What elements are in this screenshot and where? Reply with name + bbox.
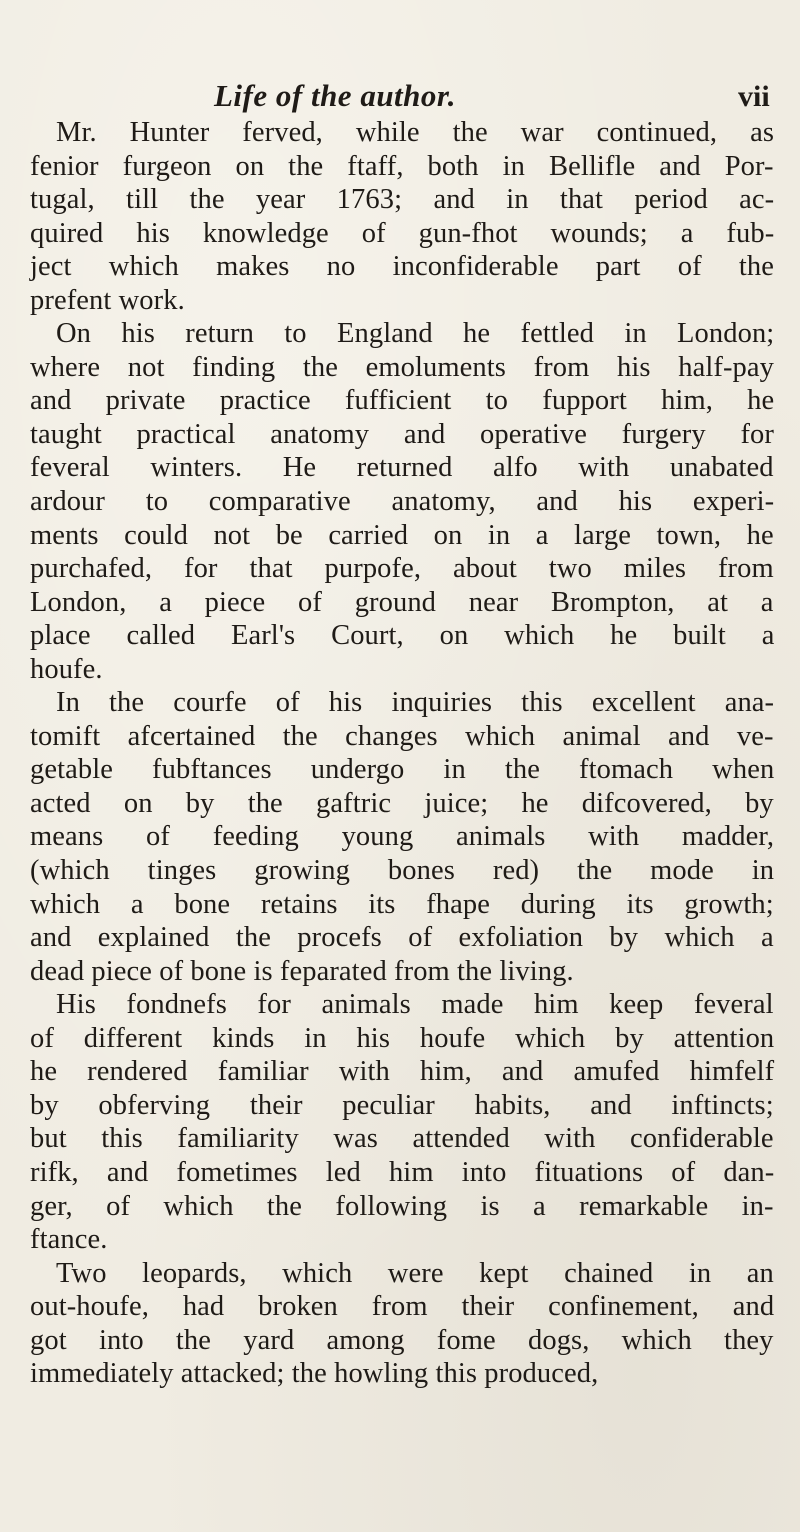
text-line: Mr. Hunter ferved, while the war continued, as (56, 117, 775, 148)
text-line: quired his knowledge of gun-fhot wounds; a fub- (30, 217, 775, 249)
text-line: (which tinges growing bones red) the mode in (30, 855, 775, 887)
text-line: and explained the procefs of exfoliation by which a (30, 922, 774, 954)
text-line: getable fubftances undergo in the ftomach when (30, 754, 775, 786)
text-line: tugal, till the year 1763; and in that period ac- (30, 184, 775, 216)
body-text (30, 116, 774, 1391)
text-line: ger, of which the following is a remarkable in- (30, 1190, 774, 1222)
text-line: means of feeding young animals with madder, (30, 821, 775, 853)
text-line: On his return to England he fettled in London; (56, 318, 775, 350)
text-line: immediately attacked; the howling this produced, (30, 1358, 599, 1390)
text-line: taught practical anatomy and operative furgery for (30, 418, 774, 450)
page-header (0, 78, 800, 118)
text-line: but this familiarity was attended with confiderable (30, 1123, 774, 1155)
text-line: by obferving their peculiar habits, and inftincts; (30, 1089, 774, 1121)
text-line: ments could not be carried on in a large town, he (30, 519, 774, 551)
text-line: got into the yard among fome dogs, which they (30, 1324, 774, 1356)
running-title: Life of the author. (214, 78, 457, 113)
text-line: prefent work. (30, 284, 185, 316)
text-line: which a bone retains its fhape during its growth; (30, 888, 774, 920)
text-line: feveral winters. He returned alfo with unabated (30, 452, 774, 484)
text-line: purchafed, for that purpofe, about two miles from (30, 553, 774, 585)
text-line: Two leopards, which were kept chained in an (56, 1257, 774, 1289)
text-line: His fondnefs for animals made him keep feveral (56, 989, 774, 1021)
text-line: and private practice fufficient to fupport him, he (30, 385, 775, 417)
text-line: dead piece of bone is feparated from the living. (30, 955, 574, 987)
text-line: ardour to comparative anatomy, and his experi- (30, 486, 775, 518)
page-number: vii (738, 80, 770, 113)
text-line: fenior furgeon on the ftaff, both in Bellifle and Por- (30, 150, 774, 182)
text-line: In the courfe of his inquiries this excellent ana- (56, 687, 775, 719)
text-line: rifk, and fometimes led him into fituations of dan- (30, 1156, 775, 1188)
text-line: tomift afcertained the changes which animal and ve- (30, 720, 774, 752)
text-line: place called Earl's Court, on which he built a (30, 620, 775, 652)
text-line: he rendered familiar with him, and amufed himfelf (30, 1056, 775, 1088)
text-line: where not finding the emoluments from his half-pay (30, 351, 774, 383)
text-line: out-houfe, had broken from their confinement, and (30, 1291, 775, 1323)
text-line: ject which makes no inconfiderable part of the (30, 251, 775, 283)
text-line: acted on by the gaftric juice; he difcovered, by (30, 787, 774, 819)
text-line: of different kinds in his houfe which by attention (30, 1022, 775, 1054)
text-line: houfe. (30, 653, 103, 685)
text-line: London, a piece of ground near Brompton, at a (30, 586, 774, 618)
text-line: ftance. (30, 1224, 108, 1256)
